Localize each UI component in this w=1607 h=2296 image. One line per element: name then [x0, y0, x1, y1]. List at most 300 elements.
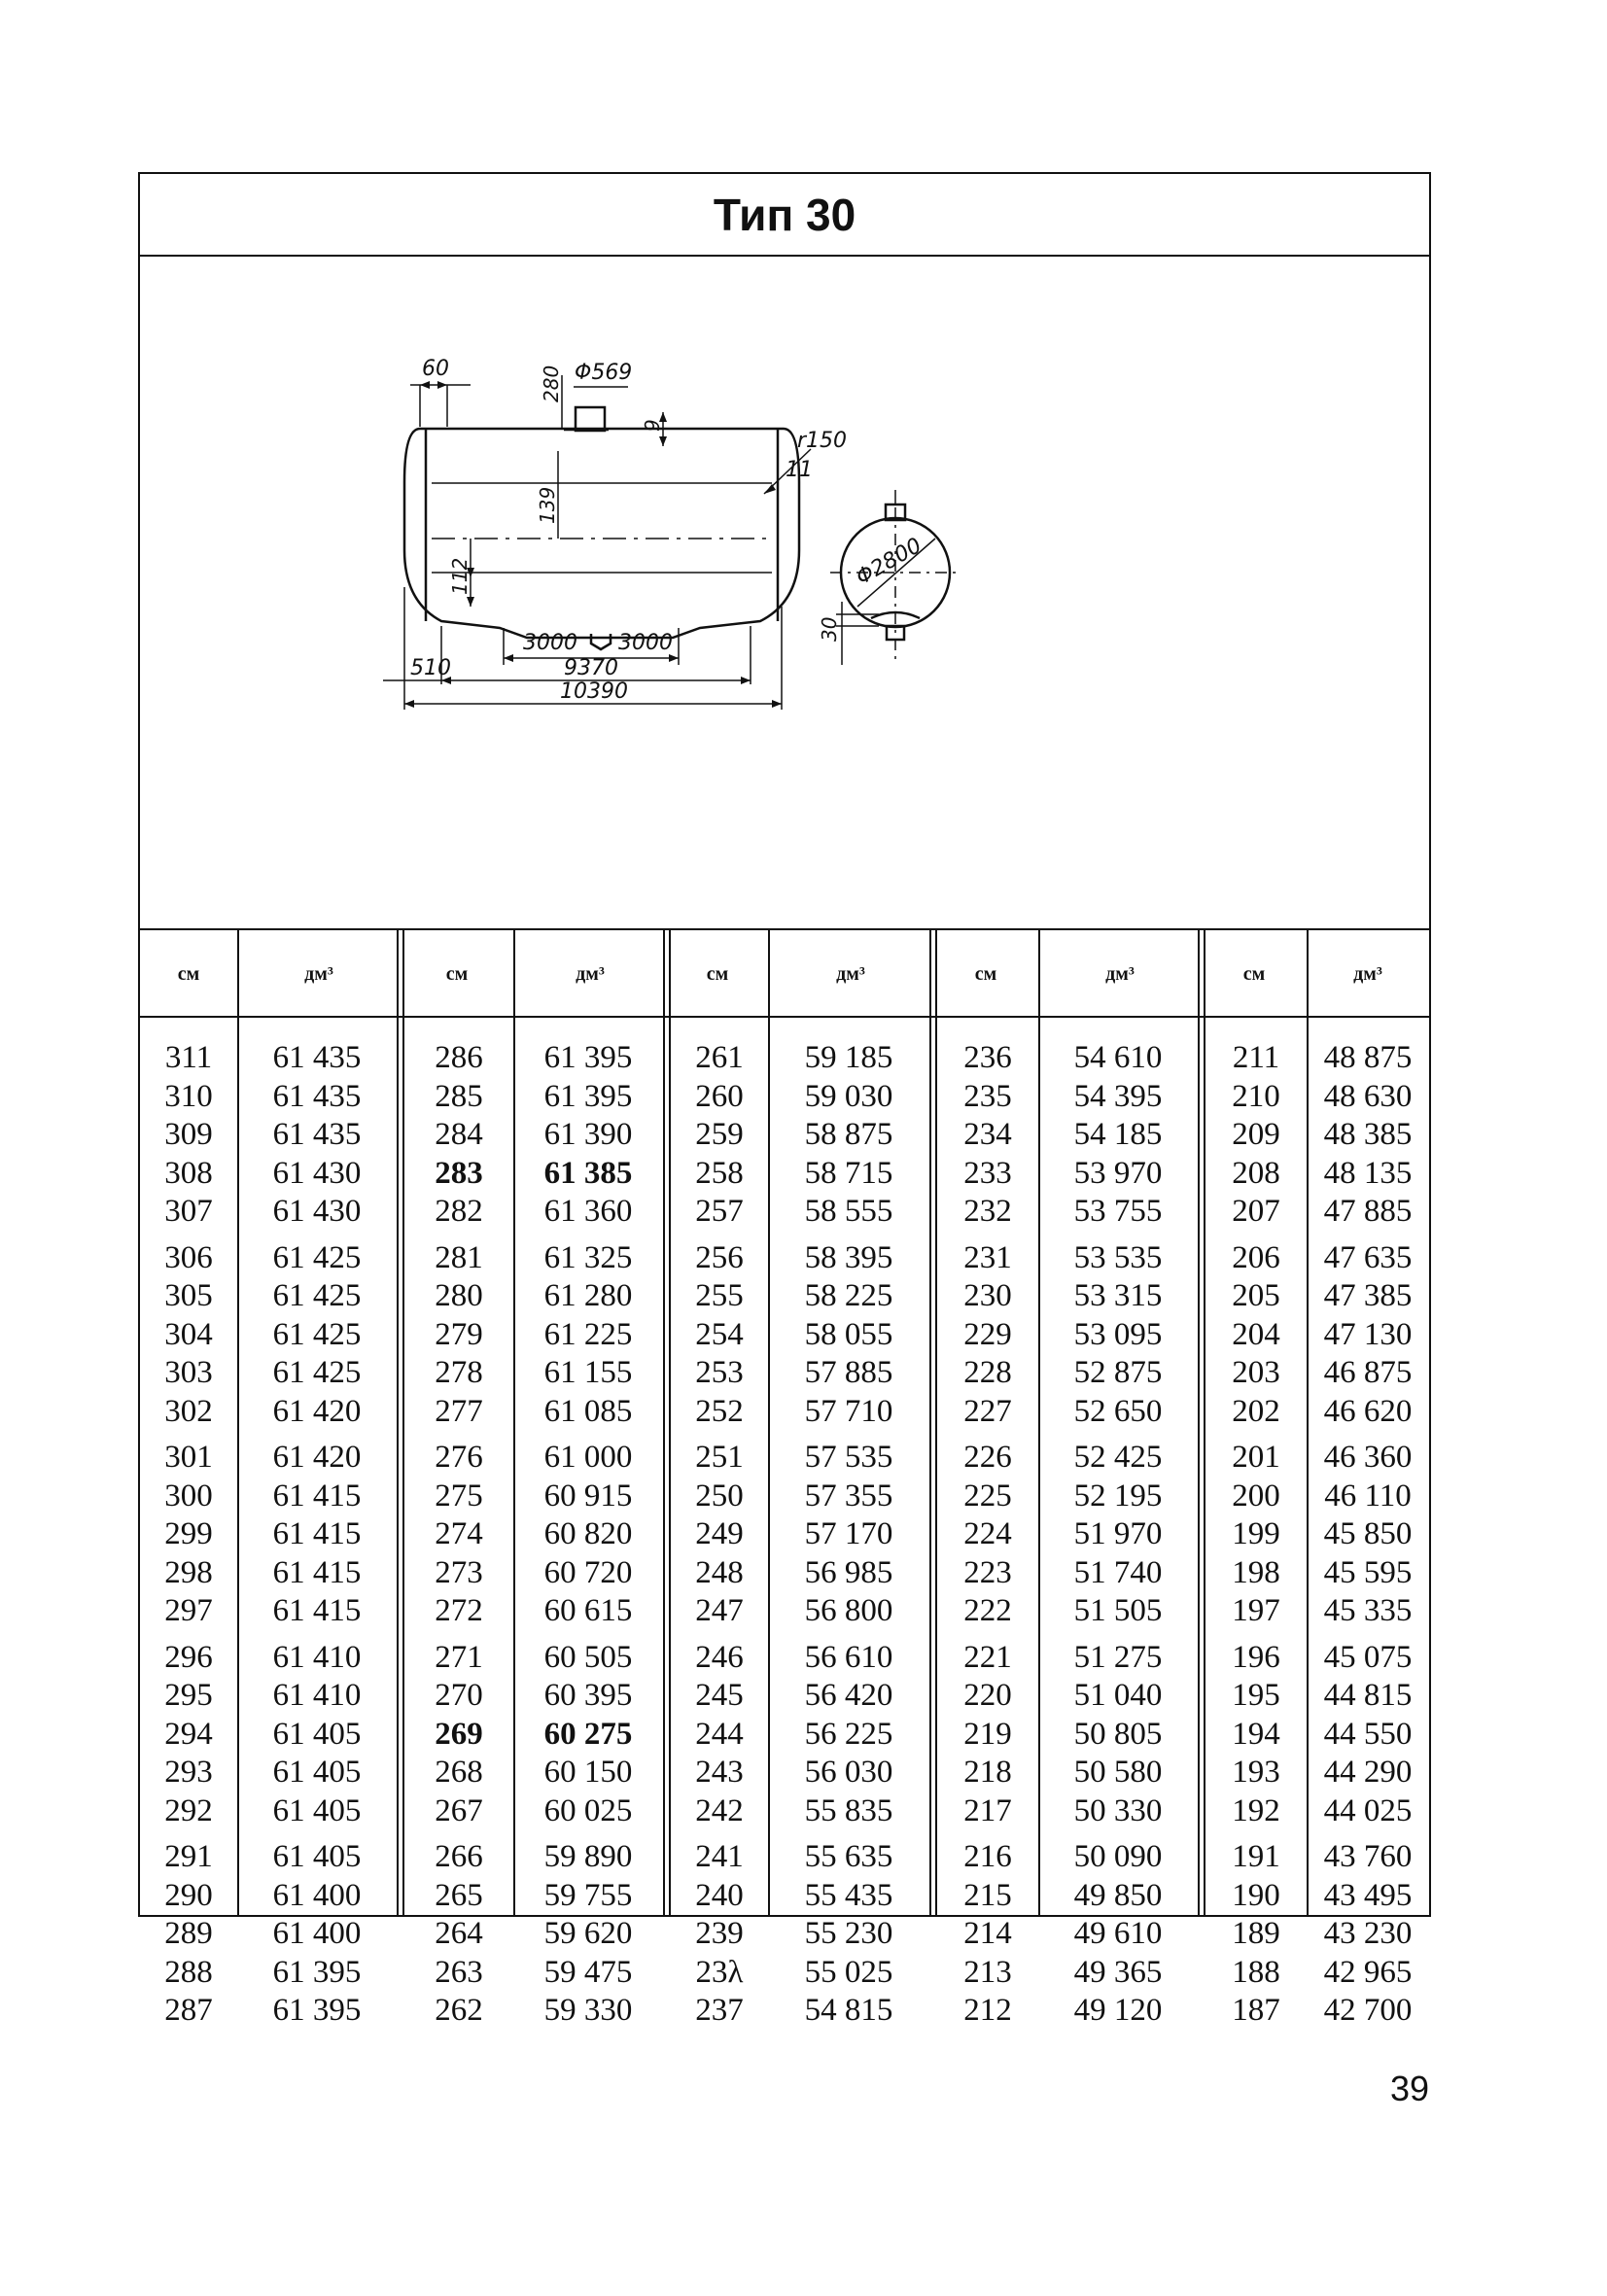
header-cm-4: см: [974, 962, 997, 985]
dm-value: 48 135: [1323, 1155, 1413, 1191]
dm-value: 49 365: [1073, 1954, 1163, 1990]
cm-value: 267: [435, 1792, 483, 1828]
dm-value: 61 425: [272, 1316, 362, 1352]
dm-value: 60 820: [543, 1516, 633, 1551]
dm-value: 51 740: [1073, 1554, 1163, 1590]
dm-value: 44 290: [1323, 1755, 1413, 1790]
dm-value: 56 985: [804, 1554, 893, 1590]
cm-value: 189: [1232, 1916, 1280, 1951]
dm-value: 61 405: [272, 1755, 362, 1790]
dm-value: 43 760: [1323, 1839, 1413, 1874]
cm-value: 228: [963, 1355, 1012, 1390]
dm-value: 61 430: [272, 1194, 362, 1229]
dm-value: 55 230: [804, 1916, 893, 1951]
dm-value: 51 275: [1073, 1639, 1163, 1675]
cm-value: 208: [1232, 1155, 1280, 1191]
cm-value: 241: [695, 1839, 744, 1874]
dm-value: 61 435: [272, 1117, 362, 1152]
cm-value: 276: [435, 1440, 483, 1475]
cm-value: 296: [164, 1639, 213, 1675]
cm-value: 220: [963, 1678, 1012, 1713]
cm-value: 278: [435, 1355, 483, 1390]
dm-column-2: [513, 1039, 663, 2031]
cm-value: 277: [435, 1393, 483, 1429]
dm-value: 46 875: [1323, 1355, 1413, 1390]
cm-value: 200: [1232, 1478, 1280, 1513]
dm-value: 57 170: [804, 1516, 893, 1551]
dm-value: 48 875: [1323, 1040, 1413, 1075]
dm-value: 49 120: [1073, 1993, 1163, 2028]
cm-value: 23λ: [695, 1954, 744, 1990]
dim-30: 30: [818, 616, 841, 642]
dim-280: 280: [540, 365, 563, 402]
dm-value: 55 435: [804, 1877, 893, 1913]
dm-value: 61 425: [272, 1278, 362, 1313]
dm-value: 56 800: [804, 1593, 893, 1628]
dm-value: 61 430: [272, 1155, 362, 1191]
cm-value: 310: [164, 1078, 213, 1114]
dm-value: 61 085: [543, 1393, 633, 1429]
cm-value: 250: [695, 1478, 744, 1513]
dm-value: 53 970: [1073, 1155, 1163, 1191]
cm-value: 233: [963, 1155, 1012, 1191]
dm-value: 53 755: [1073, 1194, 1163, 1229]
cm-value: 195: [1232, 1678, 1280, 1713]
cm-value: 212: [963, 1993, 1012, 2028]
dm-value: 61 410: [272, 1678, 362, 1713]
cm-value: 191: [1232, 1839, 1280, 1874]
dm-value: 61 395: [543, 1078, 633, 1114]
cm-value: 243: [695, 1755, 744, 1790]
dm-value: 60 395: [543, 1678, 633, 1713]
cm-value: 203: [1232, 1355, 1280, 1390]
dm-value: 47 885: [1323, 1194, 1413, 1229]
dim-2800: Φ2800: [852, 533, 926, 591]
cm-value: 262: [435, 1993, 483, 2028]
dm-value: 61 415: [272, 1478, 362, 1513]
cm-value: 287: [164, 1993, 213, 2028]
dm-value: 52 875: [1073, 1355, 1163, 1390]
dm-value: 47 385: [1323, 1278, 1413, 1313]
cm-value: 274: [435, 1516, 483, 1551]
dm-value: 59 475: [543, 1954, 633, 1990]
dim-3000-left: 3000: [523, 631, 577, 655]
cm-value: 239: [695, 1916, 744, 1951]
cm-value: 255: [695, 1278, 744, 1313]
cm-value: 213: [963, 1954, 1012, 1990]
dm-value: 49 850: [1073, 1877, 1163, 1913]
dm-value: 47 635: [1323, 1239, 1413, 1275]
dm-value: 56 610: [804, 1639, 893, 1675]
dm-value: 55 835: [804, 1792, 893, 1828]
dim-112: 112: [448, 557, 472, 595]
cm-value: 226: [963, 1440, 1012, 1475]
dim-510: 510: [410, 656, 451, 680]
dim-569: Φ569: [575, 361, 633, 385]
page-title: Тип 30: [713, 189, 856, 240]
dm-value: 46 110: [1324, 1478, 1412, 1513]
dm-column-1: [237, 1039, 397, 2031]
dm-value: 58 555: [804, 1194, 893, 1229]
cm-value: 246: [695, 1639, 744, 1675]
cm-value: 253: [695, 1355, 744, 1390]
cm-value: 235: [963, 1078, 1012, 1114]
dm-value: 50 580: [1073, 1755, 1163, 1790]
cm-value: 292: [164, 1792, 213, 1828]
cm-value: 309: [164, 1117, 213, 1152]
dm-value: 47 130: [1323, 1316, 1413, 1352]
cm-value: 223: [963, 1554, 1012, 1590]
cm-value: 247: [695, 1593, 744, 1628]
cm-value: 201: [1232, 1440, 1280, 1475]
dm-value: 61 385: [543, 1155, 633, 1191]
cm-value: 188: [1232, 1954, 1280, 1990]
cm-value: 249: [695, 1516, 744, 1551]
dm-value: 59 620: [543, 1916, 633, 1951]
dm-value: 61 280: [543, 1278, 633, 1313]
cm-column-3: [671, 1039, 768, 2031]
dm-value: 44 550: [1323, 1716, 1413, 1752]
cm-value: 280: [435, 1278, 483, 1313]
header-dm-4: дм³: [1105, 962, 1135, 985]
cm-value: 279: [435, 1316, 483, 1352]
dm-value: 58 875: [804, 1117, 893, 1152]
dm-value: 52 195: [1073, 1478, 1163, 1513]
dm-value: 48 385: [1323, 1117, 1413, 1152]
title-row: [140, 174, 1429, 257]
dm-value: 44 025: [1323, 1792, 1413, 1828]
dm-value: 61 435: [272, 1040, 362, 1075]
cm-value: 231: [963, 1239, 1012, 1275]
column-double-divider: [663, 930, 671, 1917]
cm-value: 204: [1232, 1316, 1280, 1352]
dm-value: 52 650: [1073, 1393, 1163, 1429]
dm-value: 50 805: [1073, 1716, 1163, 1752]
cm-value: 251: [695, 1440, 744, 1475]
dm-value: 61 155: [543, 1355, 633, 1390]
dm-value: 45 075: [1323, 1639, 1413, 1675]
cm-value: 303: [164, 1355, 213, 1390]
cm-value: 308: [164, 1155, 213, 1191]
cm-value: 290: [164, 1877, 213, 1913]
cm-value: 206: [1232, 1239, 1280, 1275]
dm-value: 51 505: [1073, 1593, 1163, 1628]
dm-value: 61 390: [543, 1117, 633, 1152]
cm-value: 242: [695, 1792, 744, 1828]
cm-value: 240: [695, 1877, 744, 1913]
cm-value: 224: [963, 1516, 1012, 1551]
dm-value: 58 715: [804, 1155, 893, 1191]
cm-value: 210: [1232, 1078, 1280, 1114]
cm-value: 245: [695, 1678, 744, 1713]
cm-value: 301: [164, 1440, 213, 1475]
cm-value: 260: [695, 1078, 744, 1114]
dm-value: 61 405: [272, 1716, 362, 1752]
dm-value: 43 495: [1323, 1877, 1413, 1913]
cm-value: 311: [164, 1040, 213, 1075]
dm-value: 50 330: [1073, 1792, 1163, 1828]
dm-value: 42 965: [1323, 1954, 1413, 1990]
cm-value: 218: [963, 1755, 1012, 1790]
cm-value: 214: [963, 1916, 1012, 1951]
dm-value: 61 405: [272, 1839, 362, 1874]
dm-value: 56 030: [804, 1755, 893, 1790]
dm-value: 57 535: [804, 1440, 893, 1475]
cm-value: 234: [963, 1117, 1012, 1152]
cm-value: 254: [695, 1316, 744, 1352]
dm-value: 61 405: [272, 1792, 362, 1828]
dm-value: 61 400: [272, 1916, 362, 1951]
dm-value: 61 410: [272, 1639, 362, 1675]
dm-value: 57 710: [804, 1393, 893, 1429]
tank-sump: [591, 634, 611, 649]
dm-value: 56 420: [804, 1678, 893, 1713]
cm-value: 190: [1232, 1877, 1280, 1913]
table-frame: [138, 172, 1431, 2028]
header-dm-1: дм³: [304, 962, 333, 985]
dm-value: 61 435: [272, 1078, 362, 1114]
cm-value: 285: [435, 1078, 483, 1114]
dm-value: 54 610: [1073, 1040, 1163, 1075]
dm-value: 45 595: [1323, 1554, 1413, 1590]
cm-value: 236: [963, 1040, 1012, 1075]
header-dm-3: дм³: [836, 962, 865, 985]
cm-value: 282: [435, 1194, 483, 1229]
dm-value: 42 700: [1323, 1993, 1413, 2028]
cm-value: 283: [435, 1155, 483, 1191]
cm-value: 271: [435, 1639, 483, 1675]
dm-value: 61 395: [543, 1040, 633, 1075]
cm-value: 215: [963, 1877, 1012, 1913]
column-double-divider: [929, 930, 937, 1917]
cm-value: 187: [1232, 1993, 1280, 2028]
cm-value: 217: [963, 1792, 1012, 1828]
cm-value: 265: [435, 1877, 483, 1913]
cm-value: 221: [963, 1639, 1012, 1675]
cm-value: 298: [164, 1554, 213, 1590]
tank-dome: [576, 407, 605, 431]
dm-value: 61 420: [272, 1440, 362, 1475]
header-cm-2: см: [445, 962, 469, 985]
cm-value: 304: [164, 1316, 213, 1352]
cm-value: 198: [1232, 1554, 1280, 1590]
column-double-divider: [397, 930, 404, 1917]
dm-value: 46 620: [1323, 1393, 1413, 1429]
cm-value: 248: [695, 1554, 744, 1590]
cm-value: 225: [963, 1478, 1012, 1513]
dm-value: 56 225: [804, 1716, 893, 1752]
cm-value: 264: [435, 1916, 483, 1951]
tank-drawing: [140, 257, 1429, 930]
cm-value: 275: [435, 1478, 483, 1513]
dm-value: 53 095: [1073, 1316, 1163, 1352]
cm-value: 284: [435, 1117, 483, 1152]
dm-value: 61 225: [543, 1316, 633, 1352]
dm-value: 44 815: [1323, 1678, 1413, 1713]
dm-value: 53 535: [1073, 1239, 1163, 1275]
dm-value: 60 720: [543, 1554, 633, 1590]
dim-11: 11: [786, 458, 813, 482]
cm-value: 270: [435, 1678, 483, 1713]
cm-column-4: [937, 1039, 1038, 2031]
volume-table: [140, 930, 1429, 2028]
cm-value: 211: [1232, 1040, 1280, 1075]
dm-value: 57 355: [804, 1478, 893, 1513]
header-cm-1: см: [177, 962, 200, 985]
dm-value: 59 755: [543, 1877, 633, 1913]
cm-value: 299: [164, 1516, 213, 1551]
dm-value: 53 315: [1073, 1278, 1163, 1313]
cm-value: 237: [695, 1993, 744, 2028]
cm-value: 273: [435, 1554, 483, 1590]
dm-value: 60 505: [543, 1639, 633, 1675]
cm-value: 256: [695, 1239, 744, 1275]
cm-value: 307: [164, 1194, 213, 1229]
dm-value: 59 890: [543, 1839, 633, 1874]
cm-value: 257: [695, 1194, 744, 1229]
dm-value: 55 025: [804, 1954, 893, 1990]
cm-value: 289: [164, 1916, 213, 1951]
dm-value: 43 230: [1323, 1916, 1413, 1951]
cm-value: 268: [435, 1755, 483, 1790]
dm-value: 61 415: [272, 1516, 362, 1551]
dm-column-4: [1038, 1039, 1198, 2031]
dm-value: 61 425: [272, 1239, 362, 1275]
cm-value: 199: [1232, 1516, 1280, 1551]
page-number: 39: [1390, 2069, 1430, 2108]
cm-value: 269: [435, 1716, 483, 1752]
dm-value: 49 610: [1073, 1916, 1163, 1951]
cm-column-2: [404, 1039, 513, 2031]
cm-value: 202: [1232, 1393, 1280, 1429]
cm-value: 302: [164, 1393, 213, 1429]
cm-value: 219: [963, 1716, 1012, 1752]
dm-value: 60 275: [543, 1716, 633, 1752]
dm-value: 60 025: [543, 1792, 633, 1828]
dm-value: 58 225: [804, 1278, 893, 1313]
header-dm-5: дм³: [1353, 962, 1382, 985]
dim-9370: 9370: [564, 656, 618, 680]
dm-value: 55 635: [804, 1839, 893, 1874]
cm-column-1: [140, 1039, 237, 2031]
dim-3000-right: 3000: [618, 631, 673, 655]
dm-value: 61 425: [272, 1355, 362, 1390]
cm-value: 295: [164, 1678, 213, 1713]
dm-value: 52 425: [1073, 1440, 1163, 1475]
dm-value: 61 400: [272, 1877, 362, 1913]
dm-value: 61 420: [272, 1393, 362, 1429]
tank-drawing-svg: [140, 257, 1429, 927]
dm-value: 61 395: [272, 1954, 362, 1990]
column-double-divider: [1198, 930, 1205, 1917]
dm-value: 61 415: [272, 1554, 362, 1590]
cm-value: 272: [435, 1593, 483, 1628]
dm-value: 61 360: [543, 1194, 633, 1229]
cm-value: 205: [1232, 1278, 1280, 1313]
cm-value: 252: [695, 1393, 744, 1429]
dm-value: 61 415: [272, 1593, 362, 1628]
cm-value: 192: [1232, 1792, 1280, 1828]
cm-value: 207: [1232, 1194, 1280, 1229]
dm-column-5: [1307, 1039, 1429, 2031]
cm-value: 232: [963, 1194, 1012, 1229]
dm-value: 59 030: [804, 1078, 893, 1114]
cm-value: 294: [164, 1716, 213, 1752]
cm-value: 281: [435, 1239, 483, 1275]
dm-value: 54 395: [1073, 1078, 1163, 1114]
cm-value: 306: [164, 1239, 213, 1275]
cm-value: 263: [435, 1954, 483, 1990]
dm-value: 45 335: [1323, 1593, 1413, 1628]
dm-column-3: [768, 1039, 929, 2031]
dim-9: 9: [641, 419, 664, 432]
cm-value: 193: [1232, 1755, 1280, 1790]
dm-value: 45 850: [1323, 1516, 1413, 1551]
cm-value: 300: [164, 1478, 213, 1513]
dm-value: 60 915: [543, 1478, 633, 1513]
cm-value: 266: [435, 1839, 483, 1874]
dm-value: 50 090: [1073, 1839, 1163, 1874]
dm-value: 60 615: [543, 1593, 633, 1628]
dm-value: 48 630: [1323, 1078, 1413, 1114]
dm-value: 61 395: [272, 1993, 362, 2028]
dm-value: 61 325: [543, 1239, 633, 1275]
dm-value: 58 395: [804, 1239, 893, 1275]
cm-column-5: [1205, 1039, 1307, 2031]
dm-value: 58 055: [804, 1316, 893, 1352]
header-dm-2: дм³: [576, 962, 605, 985]
dm-value: 59 185: [804, 1040, 893, 1075]
dim-r150: r150: [797, 429, 848, 453]
header-cm-5: см: [1242, 962, 1266, 985]
cm-value: 293: [164, 1755, 213, 1790]
header-cm-3: см: [706, 962, 729, 985]
cm-value: 197: [1232, 1593, 1280, 1628]
cm-value: 305: [164, 1278, 213, 1313]
cm-value: 297: [164, 1593, 213, 1628]
cm-value: 244: [695, 1716, 744, 1752]
cm-value: 196: [1232, 1639, 1280, 1675]
dm-value: 57 885: [804, 1355, 893, 1390]
cm-value: 261: [695, 1040, 744, 1075]
dm-value: 61 000: [543, 1440, 633, 1475]
dm-value: 54 185: [1073, 1117, 1163, 1152]
cm-value: 258: [695, 1155, 744, 1191]
cm-value: 291: [164, 1839, 213, 1874]
dim-60: 60: [422, 357, 449, 381]
cm-value: 222: [963, 1593, 1012, 1628]
cm-value: 227: [963, 1393, 1012, 1429]
dm-value: 59 330: [543, 1993, 633, 2028]
cm-value: 216: [963, 1839, 1012, 1874]
cm-value: 288: [164, 1954, 213, 1990]
cm-value: 259: [695, 1117, 744, 1152]
dm-value: 51 040: [1073, 1678, 1163, 1713]
dim-10390: 10390: [560, 679, 628, 704]
cm-value: 230: [963, 1278, 1012, 1313]
dim-139: 139: [536, 486, 559, 524]
dm-value: 51 970: [1073, 1516, 1163, 1551]
dm-value: 46 360: [1323, 1440, 1413, 1475]
cm-value: 286: [435, 1040, 483, 1075]
cm-value: 229: [963, 1316, 1012, 1352]
cm-value: 209: [1232, 1117, 1280, 1152]
cm-value: 194: [1232, 1716, 1280, 1752]
tank-body-outline: [404, 429, 799, 638]
table-header-row: [140, 930, 1429, 1018]
dm-value: 60 150: [543, 1755, 633, 1790]
dm-value: 54 815: [804, 1993, 893, 2028]
